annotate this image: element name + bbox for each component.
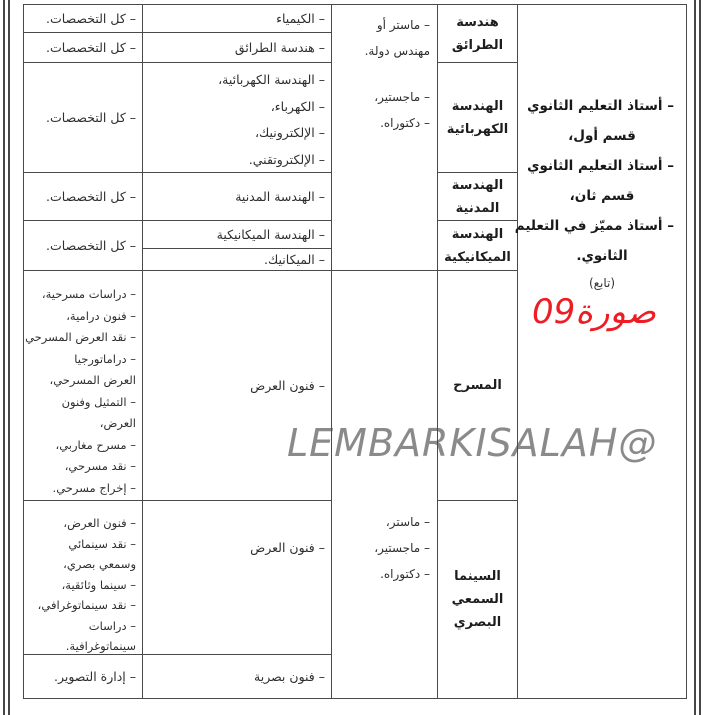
cinema-specialities-cell [23, 500, 143, 655]
speciality-visual-arts-cell [142, 654, 332, 699]
speciality-mechanical-eng-cell [142, 220, 332, 249]
red-image-number-watermark: صورة09 [532, 292, 656, 332]
cell-text: – الميكانيك. [264, 251, 325, 267]
field-title: المسرح [453, 378, 502, 393]
cell-text: – إدارة التصوير. [54, 668, 136, 684]
page-border-left-inner [8, 0, 10, 715]
speciality-electrical-cell [142, 62, 332, 173]
list-line: سينماتوغرافية. [65, 639, 136, 653]
list-line: – الإلكترونيك، [254, 125, 325, 140]
field-theater-cell [437, 270, 518, 501]
speciality-performing-arts-cinema-cell [142, 500, 332, 655]
list-line: – دراماتورجيا [74, 351, 136, 366]
all-specialities-cell-3 [23, 62, 143, 173]
cell-text: – الهندسة المدنية [235, 188, 325, 204]
cell-text: – كل التخصصات. [46, 109, 136, 125]
degree-text: – دكتوراه. [380, 116, 430, 130]
field-mechanical-engineering-cell [437, 220, 518, 271]
speciality-performing-arts-theater-cell [142, 270, 332, 501]
all-specialities-cell-5 [23, 220, 143, 271]
list-line: – نقد سينماتوغرافي، [37, 598, 136, 612]
job-title-line: – أستاذ مميّز في التعليم [514, 218, 674, 234]
list-line: وسمعي بصري، [63, 557, 136, 571]
degree-text: – دكتوراه. [380, 567, 430, 581]
cell-text: – كل التخصصات. [46, 39, 136, 55]
field-title: السينما السمعي البصري [451, 569, 504, 630]
job-title-line: – أستاذ التعليم الثانوي [527, 158, 674, 174]
degree-text: – ماجستير، [374, 90, 430, 104]
speciality-mechanics-cell [142, 248, 332, 271]
job-title-line: – أستاذ التعليم الثانوي [527, 98, 674, 114]
field-title: الهندسة الكهربائية [446, 98, 509, 137]
page-border-left-outer [3, 0, 5, 715]
cell-text: – كل التخصصات. [46, 188, 136, 204]
degree-text: – ماستر أو مهندس دولة. [364, 18, 430, 58]
job-title-line: قسم ثان، [569, 188, 635, 204]
field-title: الهندسة المدنية [451, 177, 504, 216]
list-line: – سينما وثائقية، [61, 577, 136, 592]
list-line: – الإلكتروتقني. [248, 151, 325, 167]
list-line: العرض المسرحي، [49, 373, 136, 387]
continued-note: (تابع) [588, 276, 616, 290]
list-line: – فنون العرض، [63, 516, 136, 530]
all-specialities-cell-4 [23, 172, 143, 221]
cell-text: – هندسة الطرائق [234, 39, 325, 55]
cell-text: – كل التخصصات. [46, 10, 136, 26]
cell-text: – الهندسة الميكانيكية [216, 226, 325, 242]
job-title-line: قسم أول، [568, 128, 636, 144]
field-civil-engineering-cell [437, 172, 518, 221]
cell-text: – فنون بصرية [254, 668, 325, 684]
degree-text: – ماستر، [385, 515, 430, 529]
field-cinema-audiovisual-cell [437, 500, 518, 699]
list-line: – فنون درامية، [66, 308, 136, 323]
list-line: – نقد العرض المسرحي [25, 330, 136, 344]
list-line: – مسرح مغاربي، [55, 437, 136, 452]
page-border-right-outer [699, 0, 701, 715]
speciality-process-engineering-cell [142, 32, 332, 63]
field-title: هندسة الطرائق [451, 14, 504, 53]
degree-block-cinema [337, 509, 430, 587]
degrees-lower-cell [331, 270, 438, 699]
theater-specialities-cell [23, 270, 143, 501]
list-line: – نقد مسرحي، [64, 459, 136, 473]
all-specialities-cell-2 [23, 32, 143, 63]
job-title-line: الثانوي. [576, 248, 628, 264]
list-line: – الكهرباء، [270, 98, 325, 114]
jobs-cell [514, 4, 687, 699]
list-line: العرض، [99, 416, 136, 430]
gray-watermark: LEMBARKISALAH@ [287, 421, 658, 465]
speciality-civil-cell [142, 172, 332, 221]
field-electrical-engineering-cell [437, 62, 518, 173]
cell-text: – فنون العرض [250, 540, 325, 555]
cell-text: – فنون العرض [250, 377, 325, 393]
list-line: – دراسات [88, 618, 136, 633]
list-line: – الهندسة الكهربائية، [218, 72, 325, 87]
cell-text: – كل التخصصات. [46, 237, 136, 253]
degree-text: – ماجستير، [374, 541, 430, 555]
degree-block-master-engineer [337, 12, 430, 64]
degree-block-magister-doctorate [337, 84, 430, 136]
photography-direction-cell [23, 654, 143, 699]
all-specialities-cell-1 [23, 4, 143, 33]
list-line: – إخراج مسرحي. [52, 480, 136, 495]
list-line: – التمثيل وفنون [61, 394, 136, 409]
cell-text: – الكيمياء [276, 10, 325, 26]
list-line: – نقد سينمائي [68, 536, 136, 551]
list-line: – دراسات مسرحية، [41, 287, 136, 301]
field-title: الهندسة الميكانيكية [444, 226, 511, 265]
speciality-chemistry-cell [142, 4, 332, 33]
degrees-upper-cell [331, 4, 438, 271]
field-process-engineering-cell [437, 4, 518, 63]
page-border-right-inner [694, 0, 696, 715]
